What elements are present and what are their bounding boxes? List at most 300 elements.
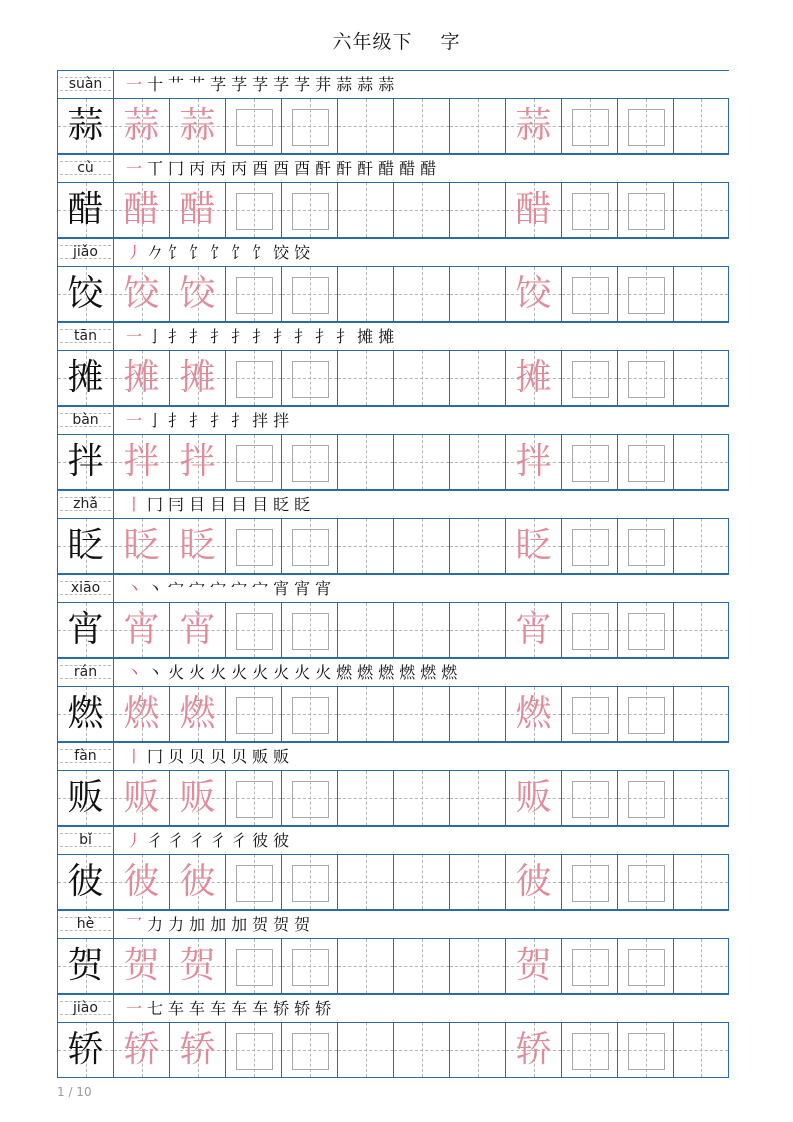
practice-cell[interactable]: [617, 854, 673, 910]
trace-character: 蒜: [515, 105, 552, 146]
stroke-step: 宀: [231, 579, 250, 598]
practice-cell[interactable]: [393, 350, 449, 406]
practice-cell[interactable]: [393, 770, 449, 826]
stroke-step: 酉: [294, 159, 313, 178]
stroke-step: 宀: [168, 579, 187, 598]
model-character: 燃: [67, 693, 104, 734]
model-char-cell: [57, 854, 113, 910]
practice-cell[interactable]: [281, 434, 337, 490]
practice-cell[interactable]: [449, 266, 505, 322]
trace-character: 燃: [179, 693, 216, 734]
practice-cell[interactable]: [561, 770, 617, 826]
stroke-step: 车: [231, 999, 250, 1018]
stroke-step: 宀: [189, 579, 208, 598]
practice-cell[interactable]: [617, 98, 673, 154]
model-character: 贺: [67, 945, 104, 986]
trace-cell: [113, 518, 169, 574]
inner-guide-box: [572, 529, 609, 566]
stroke-step: 扌: [189, 411, 208, 430]
practice-cell[interactable]: [449, 854, 505, 910]
stroke-step: 芓: [252, 75, 271, 94]
character-block: [57, 406, 729, 490]
pinyin-label: [58, 71, 114, 98]
practice-cell[interactable]: [393, 854, 449, 910]
practice-cell[interactable]: [281, 182, 337, 238]
stroke-step: 彼: [252, 831, 271, 850]
practice-cell[interactable]: [449, 938, 505, 994]
pinyin-row: [57, 574, 729, 602]
stroke-step: 燃: [399, 663, 418, 682]
trace-cell: [505, 602, 561, 658]
inner-guide-box: [236, 697, 273, 734]
trace-character: 摊: [515, 357, 552, 398]
trace-character: 眨: [179, 525, 216, 566]
practice-cell[interactable]: [337, 1022, 393, 1078]
trace-cell: [169, 938, 225, 994]
practice-cell[interactable]: [337, 518, 393, 574]
practice-cell[interactable]: [393, 98, 449, 154]
practice-cell[interactable]: [281, 266, 337, 322]
trace-cell: [113, 602, 169, 658]
model-char-cell: [57, 350, 113, 406]
practice-cell[interactable]: [393, 1022, 449, 1078]
inner-guide-box: [628, 865, 665, 902]
practice-cell[interactable]: [673, 518, 729, 574]
model-char-cell: [57, 182, 113, 238]
page-indicator: 1 / 10: [57, 1085, 92, 1099]
practice-cell[interactable]: [561, 686, 617, 742]
practice-cell[interactable]: [449, 434, 505, 490]
stroke-step: 丿: [126, 831, 145, 850]
stroke-step: 丶: [126, 663, 145, 682]
stroke-order: [126, 997, 336, 1021]
stroke-step: 扌: [336, 327, 355, 346]
inner-guide-box: [572, 613, 609, 650]
inner-guide-box: [572, 445, 609, 482]
practice-cell[interactable]: [673, 182, 729, 238]
pinyin-label: [58, 407, 114, 434]
practice-cell[interactable]: [673, 98, 729, 154]
practice-cell[interactable]: [617, 602, 673, 658]
stroke-step: 轿: [315, 999, 334, 1018]
trace-character: 燃: [515, 693, 552, 734]
practice-cell[interactable]: [393, 266, 449, 322]
trace-cell: [505, 182, 561, 238]
pinyin-label: [58, 995, 114, 1022]
pinyin-text: cù: [77, 160, 94, 176]
stroke-step: 扌: [252, 327, 271, 346]
practice-cell[interactable]: [225, 98, 281, 154]
practice-cell[interactable]: [225, 770, 281, 826]
model-char-cell: [57, 938, 113, 994]
inner-guide-box: [628, 445, 665, 482]
practice-cell[interactable]: [337, 938, 393, 994]
stroke-step: 火: [168, 663, 187, 682]
model-character: 眨: [67, 525, 104, 566]
stroke-step: 蒜: [357, 75, 376, 94]
stroke-step: 车: [252, 999, 271, 1018]
stroke-step: 茾: [315, 75, 334, 94]
trace-cell: [169, 854, 225, 910]
inner-guide-box: [236, 1033, 273, 1070]
inner-guide-box: [628, 193, 665, 230]
practice-cell[interactable]: [449, 182, 505, 238]
practice-cell[interactable]: [337, 434, 393, 490]
stroke-step: 酐: [315, 159, 334, 178]
stroke-step: 酐: [357, 159, 376, 178]
title-grade: 六年级下: [332, 31, 413, 53]
trace-cell: [505, 518, 561, 574]
trace-cell: [505, 434, 561, 490]
practice-cell[interactable]: [617, 266, 673, 322]
pinyin-row: [57, 238, 729, 266]
trace-cell: [169, 1022, 225, 1078]
practice-cell[interactable]: [281, 938, 337, 994]
stroke-order: [126, 829, 294, 853]
practice-cell[interactable]: [449, 1022, 505, 1078]
practice-cell[interactable]: [673, 1022, 729, 1078]
inner-guide-box: [628, 109, 665, 146]
practice-cell[interactable]: [337, 770, 393, 826]
stroke-step: 车: [210, 999, 229, 1018]
inner-guide-box: [292, 193, 329, 230]
inner-guide-box: [236, 865, 273, 902]
inner-guide-box: [236, 781, 273, 818]
practice-cell[interactable]: [617, 434, 673, 490]
stroke-step: 扌: [231, 327, 250, 346]
writing-row: [57, 266, 729, 322]
stroke-step: 加: [189, 915, 208, 934]
trace-cell: [113, 434, 169, 490]
model-character: 拌: [67, 441, 104, 482]
practice-cell[interactable]: [673, 686, 729, 742]
inner-guide-box: [572, 361, 609, 398]
practice-cell[interactable]: [281, 686, 337, 742]
practice-cell[interactable]: [617, 1022, 673, 1078]
stroke-step: 扌: [315, 327, 334, 346]
stroke-order: [126, 745, 294, 769]
stroke-step: 饣: [231, 243, 250, 262]
pinyin-text: bǐ: [79, 832, 92, 848]
stroke-step: 眨: [273, 495, 292, 514]
trace-character: 轿: [515, 1029, 552, 1070]
trace-character: 贩: [515, 777, 552, 818]
character-block: [57, 322, 729, 406]
stroke-step: 饣: [168, 243, 187, 262]
trace-cell: [113, 686, 169, 742]
practice-cell[interactable]: [337, 854, 393, 910]
stroke-step: 丙: [210, 159, 229, 178]
trace-cell: [505, 1022, 561, 1078]
practice-cell[interactable]: [225, 266, 281, 322]
stroke-step: 火: [231, 663, 250, 682]
stroke-step: 丨: [126, 495, 145, 514]
pinyin-text: suàn: [68, 76, 103, 92]
inner-guide-box: [628, 529, 665, 566]
practice-cell[interactable]: [225, 182, 281, 238]
practice-cell[interactable]: [561, 938, 617, 994]
trace-cell: [505, 98, 561, 154]
practice-cell[interactable]: [337, 686, 393, 742]
trace-cell: [113, 98, 169, 154]
practice-cell[interactable]: [449, 602, 505, 658]
practice-cell[interactable]: [225, 938, 281, 994]
stroke-step: 艹: [189, 75, 208, 94]
stroke-step: 宀: [252, 579, 271, 598]
practice-cell[interactable]: [617, 770, 673, 826]
stroke-step: 火: [294, 663, 313, 682]
trace-character: 宵: [515, 609, 552, 650]
practice-cell[interactable]: [281, 1022, 337, 1078]
stroke-step: 贩: [252, 747, 271, 766]
stroke-step: 目: [231, 495, 250, 514]
practice-cell[interactable]: [673, 602, 729, 658]
stroke-step: 扌: [168, 327, 187, 346]
stroke-step: 芓: [273, 75, 292, 94]
stroke-step: 亅: [147, 327, 166, 346]
practice-cell[interactable]: [449, 350, 505, 406]
inner-guide-box: [628, 781, 665, 818]
stroke-order: [126, 157, 441, 181]
practice-cell[interactable]: [281, 770, 337, 826]
practice-cell[interactable]: [561, 434, 617, 490]
stroke-step: 轿: [273, 999, 292, 1018]
stroke-step: 扌: [294, 327, 313, 346]
practice-cell[interactable]: [673, 854, 729, 910]
practice-cell[interactable]: [561, 518, 617, 574]
stroke-step: 宀: [210, 579, 229, 598]
practice-cell[interactable]: [225, 350, 281, 406]
trace-character: 彼: [515, 861, 552, 902]
writing-row: [57, 518, 729, 574]
trace-character: 拌: [515, 441, 552, 482]
stroke-step: 冃: [168, 495, 187, 514]
stroke-step: 火: [210, 663, 229, 682]
stroke-step: 丶: [147, 663, 166, 682]
trace-cell: [169, 98, 225, 154]
practice-cell[interactable]: [337, 182, 393, 238]
inner-guide-box: [572, 1033, 609, 1070]
practice-cell[interactable]: [561, 602, 617, 658]
practice-cell[interactable]: [561, 854, 617, 910]
inner-guide-box: [292, 445, 329, 482]
stroke-step: 火: [189, 663, 208, 682]
pinyin-row: [57, 826, 729, 854]
pinyin-text: zhǎ: [73, 496, 98, 512]
practice-cell[interactable]: [393, 182, 449, 238]
stroke-step: 目: [210, 495, 229, 514]
stroke-step: 冂: [147, 495, 166, 514]
stroke-order: [126, 493, 315, 517]
practice-cell[interactable]: [617, 686, 673, 742]
practice-cell[interactable]: [561, 350, 617, 406]
trace-character: 眨: [515, 525, 552, 566]
trace-character: 饺: [515, 273, 552, 314]
practice-cell[interactable]: [673, 770, 729, 826]
practice-cell[interactable]: [561, 266, 617, 322]
pinyin-row: [57, 70, 729, 98]
practice-cell[interactable]: [561, 182, 617, 238]
stroke-step: 目: [189, 495, 208, 514]
stroke-step: 酉: [252, 159, 271, 178]
practice-cell[interactable]: [673, 266, 729, 322]
stroke-step: 醋: [378, 159, 397, 178]
practice-cell[interactable]: [281, 350, 337, 406]
pinyin-text: tān: [74, 328, 97, 344]
stroke-step: 彳: [168, 831, 187, 850]
practice-cell[interactable]: [449, 518, 505, 574]
character-block: [57, 826, 729, 910]
practice-cell[interactable]: [673, 938, 729, 994]
inner-guide-box: [628, 697, 665, 734]
stroke-step: 醋: [420, 159, 439, 178]
practice-cell[interactable]: [225, 854, 281, 910]
practice-cell[interactable]: [337, 266, 393, 322]
trace-character: 饺: [123, 273, 160, 314]
pinyin-row: [57, 490, 729, 518]
trace-character: 燃: [123, 693, 160, 734]
stroke-step: 彼: [273, 831, 292, 850]
character-block: [57, 154, 729, 238]
practice-cell[interactable]: [673, 350, 729, 406]
inner-guide-box: [572, 277, 609, 314]
practice-cell[interactable]: [225, 1022, 281, 1078]
trace-character: 彼: [123, 861, 160, 902]
stroke-step: 贝: [189, 747, 208, 766]
stroke-step: 目: [252, 495, 271, 514]
stroke-step: 宵: [315, 579, 334, 598]
practice-cell[interactable]: [281, 854, 337, 910]
trace-character: 轿: [123, 1029, 160, 1070]
stroke-step: 贝: [231, 747, 250, 766]
stroke-step: 车: [189, 999, 208, 1018]
stroke-step: 扌: [273, 327, 292, 346]
inner-guide-box: [292, 865, 329, 902]
stroke-step: 加: [210, 915, 229, 934]
pinyin-label: [58, 827, 114, 854]
practice-cell[interactable]: [393, 938, 449, 994]
writing-row: [57, 98, 729, 154]
stroke-order: [126, 913, 315, 937]
trace-cell: [505, 350, 561, 406]
practice-cell[interactable]: [617, 938, 673, 994]
stroke-step: 一: [126, 75, 145, 94]
practice-cell[interactable]: [449, 686, 505, 742]
stroke-step: 眨: [294, 495, 313, 514]
trace-cell: [169, 686, 225, 742]
practice-cell[interactable]: [281, 518, 337, 574]
stroke-step: 燃: [378, 663, 397, 682]
trace-cell: [113, 770, 169, 826]
pinyin-label: [58, 659, 114, 686]
trace-character: 贺: [179, 945, 216, 986]
practice-cell[interactable]: [337, 602, 393, 658]
pinyin-text: hè: [76, 916, 95, 932]
character-block: [57, 238, 729, 322]
practice-cell[interactable]: [393, 518, 449, 574]
inner-guide-box: [292, 697, 329, 734]
practice-cell[interactable]: [281, 602, 337, 658]
inner-guide-box: [292, 781, 329, 818]
practice-cell[interactable]: [337, 350, 393, 406]
inner-guide-box: [292, 949, 329, 986]
practice-cell[interactable]: [561, 1022, 617, 1078]
stroke-step: 摊: [357, 327, 376, 346]
practice-cell[interactable]: [225, 518, 281, 574]
writing-row: [57, 602, 729, 658]
practice-cell[interactable]: [281, 98, 337, 154]
stroke-step: 宵: [273, 579, 292, 598]
practice-cell[interactable]: [393, 686, 449, 742]
stroke-step: 燃: [441, 663, 460, 682]
trace-character: 贩: [179, 777, 216, 818]
practice-cell[interactable]: [617, 182, 673, 238]
model-char-cell: [57, 686, 113, 742]
inner-guide-box: [236, 949, 273, 986]
stroke-step: 扌: [210, 411, 229, 430]
pinyin-text: rán: [73, 664, 98, 680]
stroke-step: 亅: [147, 411, 166, 430]
practice-cell[interactable]: [561, 98, 617, 154]
writing-row: [57, 434, 729, 490]
model-char-cell: [57, 98, 113, 154]
stroke-step: 饣: [189, 243, 208, 262]
practice-cell[interactable]: [449, 98, 505, 154]
inner-guide-box: [572, 109, 609, 146]
practice-cell[interactable]: [393, 602, 449, 658]
stroke-step: 贺: [273, 915, 292, 934]
trace-character: 摊: [179, 357, 216, 398]
pinyin-text: bàn: [72, 412, 99, 428]
model-character: 醋: [67, 189, 104, 230]
stroke-step: 丶: [147, 579, 166, 598]
trace-cell: [169, 266, 225, 322]
trace-cell: [505, 938, 561, 994]
practice-cell[interactable]: [225, 686, 281, 742]
inner-guide-box: [236, 109, 273, 146]
inner-guide-box: [292, 1033, 329, 1070]
stroke-step: 拌: [252, 411, 271, 430]
trace-cell: [113, 938, 169, 994]
practice-cell[interactable]: [225, 434, 281, 490]
trace-character: 摊: [123, 357, 160, 398]
inner-guide-box: [236, 445, 273, 482]
model-character: 彼: [67, 861, 104, 902]
pinyin-text: fàn: [74, 748, 97, 764]
writing-row: [57, 770, 729, 826]
trace-character: 拌: [123, 441, 160, 482]
stroke-step: 加: [231, 915, 250, 934]
inner-guide-box: [236, 193, 273, 230]
practice-cell[interactable]: [393, 434, 449, 490]
practice-cell[interactable]: [617, 350, 673, 406]
practice-cell[interactable]: [225, 602, 281, 658]
stroke-step: 冂: [168, 159, 187, 178]
stroke-step: 火: [273, 663, 292, 682]
practice-cell[interactable]: [617, 518, 673, 574]
pinyin-text: xiāo: [70, 580, 101, 596]
stroke-step: 芓: [231, 75, 250, 94]
character-block: [57, 658, 729, 742]
practice-cell[interactable]: [337, 98, 393, 154]
practice-cell[interactable]: [673, 434, 729, 490]
practice-cell[interactable]: [449, 770, 505, 826]
writing-row: [57, 182, 729, 238]
stroke-step: 彳: [231, 831, 250, 850]
inner-guide-box: [292, 277, 329, 314]
stroke-step: 力: [168, 915, 187, 934]
model-character: 摊: [67, 357, 104, 398]
